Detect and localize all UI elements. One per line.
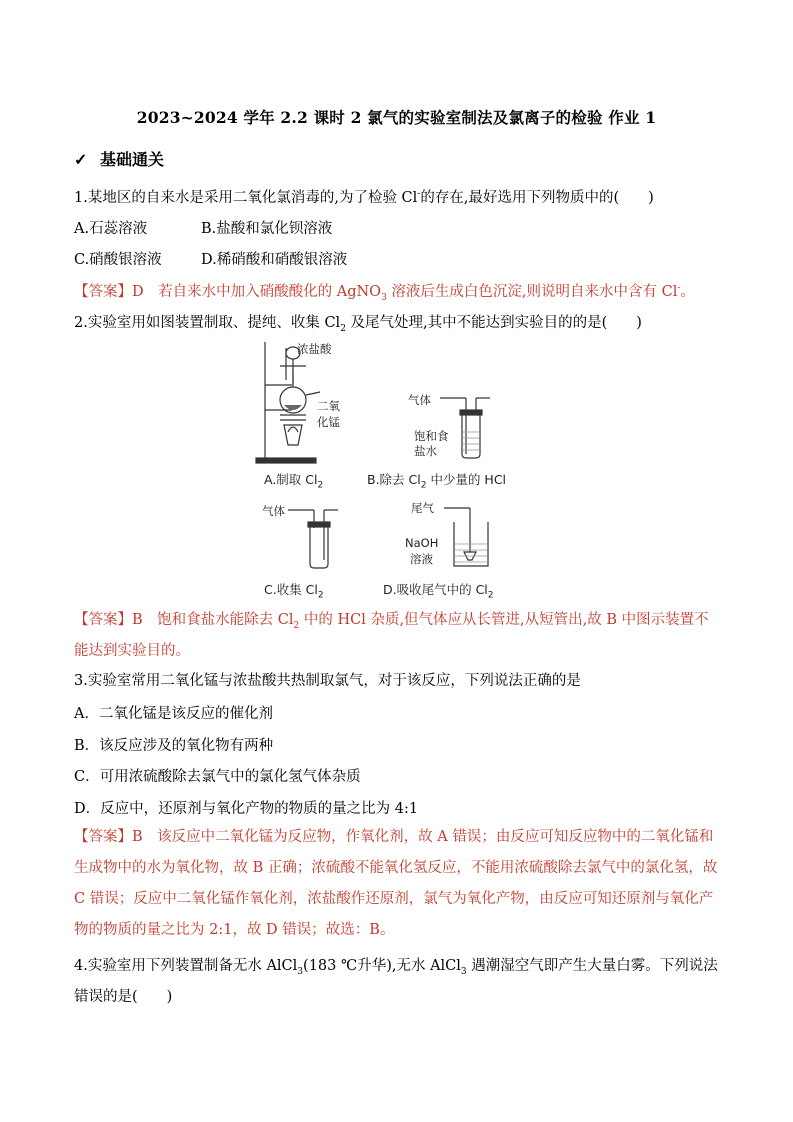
apparatus-c-diagram <box>288 500 348 572</box>
label-mno2-2: 化锰 <box>317 415 340 429</box>
caption-d: D.吸收尾气中的 $Cl_2$ <box>383 582 494 601</box>
label-saturated-1: 饱和食 <box>414 429 449 443</box>
caption-c: C.收集 $Cl_2$ <box>264 582 324 601</box>
q1-options-row1 <box>74 217 332 238</box>
check-icon: ✓ <box>74 150 88 169</box>
section-heading-text: 基础通关 <box>100 150 165 169</box>
label-tail-gas: 尾气 <box>411 501 434 515</box>
label-gas-b: 气体 <box>408 393 431 407</box>
q3-option-c: C．可用浓硫酸除去氯气中的氯化氢气体杂质 <box>74 769 361 785</box>
q1-stem: 1.某地区的自来水是采用二氧化氯消毒的,为了检验 Cl-的存在,最好选用下列物质中的( ) <box>74 189 654 206</box>
section-heading <box>74 147 164 170</box>
q2-answer: 【答案】B 饱和食盐水能除去 $Cl_2$ 中的 HCl 杂质,但气体应从长管进,从短管出,故 B 中图示装置不能达到实验目的。 <box>74 612 709 659</box>
label-naoh-2: 溶液 <box>410 552 433 566</box>
apparatus-a-diagram <box>250 340 360 465</box>
q1-option-d: D.稀硝酸和硝酸银溶液 <box>201 252 348 268</box>
q1-options-row2 <box>74 248 347 269</box>
q1-option-a: A.石蕊溶液 <box>74 221 148 237</box>
q3-option-a: A．二氧化锰是该反应的催化剂 <box>74 706 273 722</box>
q3-stem: 3.实验室常用二氧化锰与浓盐酸共热制取氯气，对于该反应，下列说法正确的是 <box>74 673 581 689</box>
label-gas-c: 气体 <box>262 504 285 518</box>
label-naoh-1: NaOH <box>405 536 439 550</box>
q3-option-b: B．该反应涉及的氧化物有两种 <box>74 738 274 754</box>
page-title: 2023~2024 学年 2.2 课时 2 氯气的实验室制法及氯离子的检验 作业 1 <box>136 108 657 127</box>
q1-option-b: B.盐酸和氯化钡溶液 <box>201 221 333 237</box>
apparatus-d-diagram <box>440 500 500 572</box>
apparatus-b-diagram <box>440 392 500 462</box>
caption-a: A.制取 $Cl_2$ <box>264 472 324 491</box>
caption-b: B.除去 $Cl_2$ 中少量的 HCl <box>367 472 507 491</box>
q3-option-d: D．反应中，还原剂与氧化产物的物质的量之比为 4:1 <box>74 801 419 817</box>
q4-stem: 4.实验室用下列装置制备无水 AlCl$_3$(183 ℃升华),无水 AlCl$_3$ 遇潮湿空气即产生大量白雾。下列说法错误的是( ) <box>74 958 718 1005</box>
q2-stem: 2.实验室用如图装置制取、提纯、收集 $Cl_2$ 及尾气处理,其中不能达到实验目的的是( ) <box>74 315 642 334</box>
label-mno2-1: 二氧 <box>317 399 340 413</box>
label-saturated-2: 盐水 <box>414 444 437 458</box>
q1-answer: 【答案】D 若自来水中加入硝酸酸化的 AgNO$_3$ 溶液后生成白色沉淀,则说明自来水中含有 Cl-。 <box>74 283 695 303</box>
label-conc-hcl: 浓盐酸 <box>297 342 332 356</box>
q1-option-c: C.硝酸银溶液 <box>74 252 162 268</box>
q3-answer: 【答案】B 该反应中二氧化锰为反应物，作氧化剂，故 A 错误；由反应可知反应物中的二氧化锰和生成物中的水为氧化物，故 B 正确；浓硫酸不能氧化氢反应，不能用浓硫酸除去氯气中的氯化氢，故 C 错误；反应中二氧化锰作氧化剂，浓盐酸作还原剂，氯气为氧化产物，由反应可知还原剂与氧化产物的物质的量之比为 2:1，故 D 错误；故选：B。 <box>74 829 718 938</box>
